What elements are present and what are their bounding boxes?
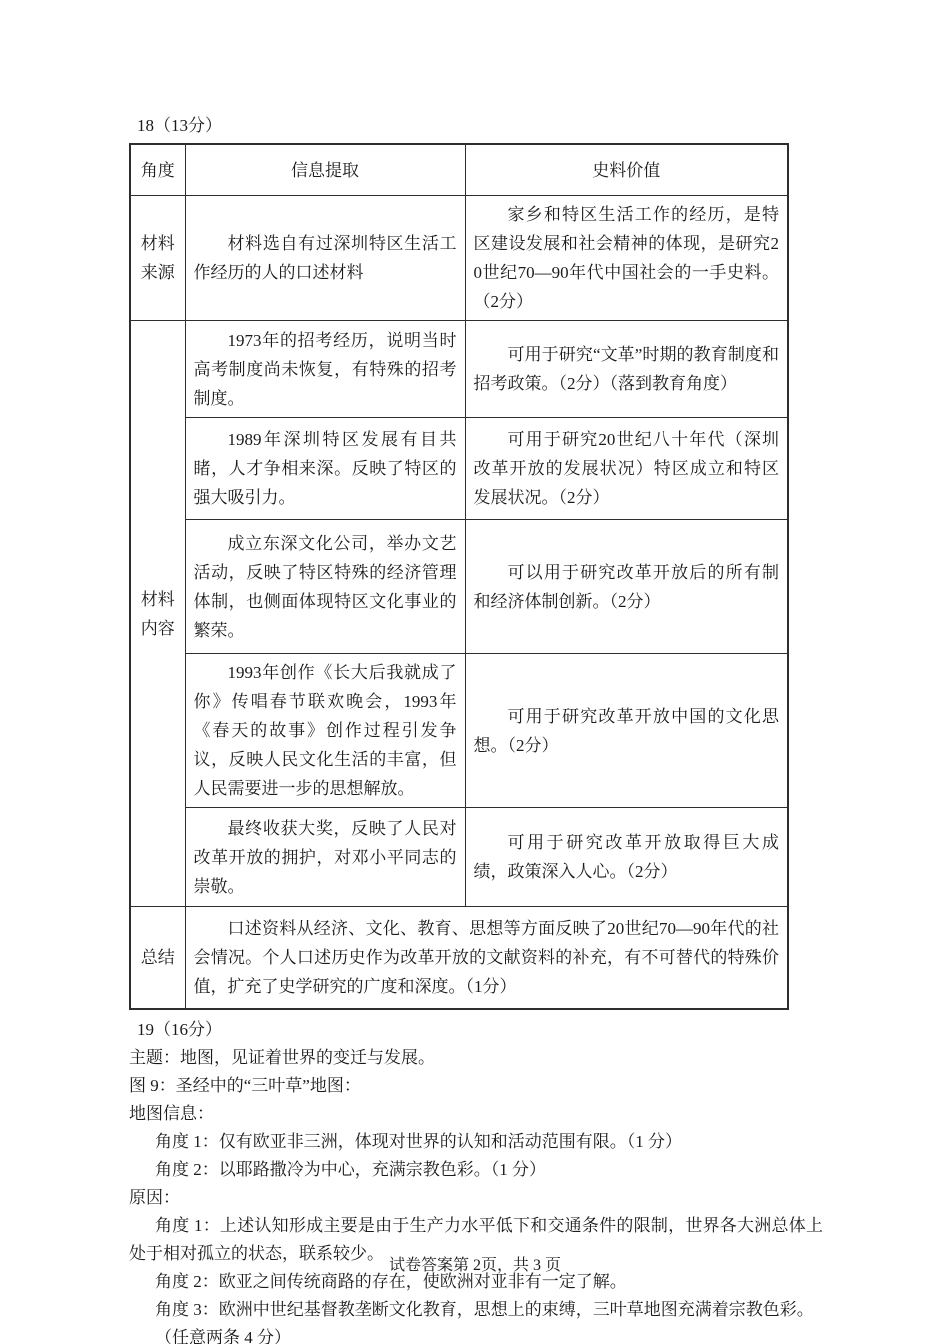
content-5-value-cell: 可用于研究改革开放取得巨大成绩，政策深入人心。（2分） xyxy=(465,808,788,907)
reason-label: 原因： xyxy=(129,1188,180,1207)
theme-line: 主题：地图，见证着世界的变迁与发展。 xyxy=(129,1048,435,1067)
source-info-cell: 材料选自有过深圳特区生活工作经历的人的口述材料 xyxy=(185,196,465,321)
content-2-value-cell: 可用于研究20世纪八十年代（深圳改革开放的发展状况）特区成立和特区发展状况。（2分） xyxy=(465,418,788,520)
figure-9-line: 图 9：圣经中的“三叶草”地图： xyxy=(129,1076,361,1095)
row-label-summary: 总结 xyxy=(130,907,185,1010)
reason-angle-2: 角度 2：欧亚之间传统商路的存在，使欧洲对亚非有一定了解。 xyxy=(155,1272,627,1291)
table-row-content-5 xyxy=(130,808,788,907)
content-4-value-cell: 可用于研究改革开放中国的文化思想。（2分） xyxy=(465,654,788,808)
table-row-summary xyxy=(130,907,788,1010)
reason-angle-3: 角度 3：欧洲中世纪基督教垄断文化教育，思想上的束缚，三叶草地图充满着宗教色彩。 xyxy=(155,1300,814,1319)
answer-table-question-18 xyxy=(129,143,789,1010)
column-header-info-extraction: 信息提取 xyxy=(185,144,465,196)
map-info-angle-2: 角度 2：以耶路撒冷为中心，充满宗教色彩。（1 分） xyxy=(155,1160,546,1179)
content-4-info-cell: 1993年创作《长大后我就成了你》传唱春节联欢晚会，1993年《春天的故事》创作过程引发争议，反映人民文化生活的丰富，但人民需要进一步的思想解放。 xyxy=(185,654,465,808)
question-19-heading: 19（16分） xyxy=(137,1020,222,1039)
page-content xyxy=(129,112,823,1344)
column-header-historical-value: 史料价值 xyxy=(465,144,788,196)
content-2-info-cell: 1989年深圳特区发展有目共睹，人才争相来深。反映了特区的强大吸引力。 xyxy=(185,418,465,520)
summary-text-cell: 口述资料从经济、文化、教育、思想等方面反映了20世纪70—90年代的社会情况。个人口述历史作为改革开放的文献资料的补充，有不可替代的特殊价值，扩充了史学研究的广度和深度。（1分） xyxy=(185,907,788,1010)
content-1-info-cell: 1973年的招考经历，说明当时高考制度尚未恢复，有特殊的招考制度。 xyxy=(185,321,465,418)
score-note-line: （任意两条 4 分） xyxy=(155,1328,291,1344)
source-value-cell: 家乡和特区生活工作的经历，是特区建设发展和社会精神的体现，是研究20世纪70—90年代中国社会的一手史料。（2分） xyxy=(465,196,788,321)
content-5-info-cell: 最终收获大奖，反映了人民对改革开放的拥护，对邓小平同志的崇敬。 xyxy=(185,808,465,907)
table-row-content-1 xyxy=(130,321,788,418)
content-1-value-cell: 可用于研究“文革”时期的教育制度和招考政策。（2分）（落到教育角度） xyxy=(465,321,788,418)
table-row-content-4 xyxy=(130,654,788,808)
row-label-material-source: 材料来源 xyxy=(130,196,185,321)
map-info-label: 地图信息： xyxy=(129,1104,214,1123)
map-info-angle-1: 角度 1：仅有欧亚非三洲，体现对世界的认知和活动范围有限。（1 分） xyxy=(155,1132,682,1151)
page-footer: 试卷答案第 2页，共 3 页 xyxy=(388,1257,561,1274)
column-header-angle: 角度 xyxy=(130,144,185,196)
reason-angle-1: 角度 1：上述认知形成主要是由于生产力水平低下和交通条件的限制，世界各大洲总体上处于相对孤立的状态，联系较少。 xyxy=(129,1216,823,1263)
table-row-content-3 xyxy=(130,520,788,654)
content-3-info-cell: 成立东深文化公司，举办文艺活动，反映了特区特殊的经济管理体制，也侧面体现特区文化事业的繁荣。 xyxy=(185,520,465,654)
table-row-material-source xyxy=(130,196,788,321)
content-3-value-cell: 可以用于研究改革开放后的所有制和经济体制创新。（2分） xyxy=(465,520,788,654)
question-18-heading: 18（13分） xyxy=(137,116,222,135)
table-header-row xyxy=(130,144,788,196)
table-row-content-2 xyxy=(130,418,788,520)
row-label-material-content: 材料内容 xyxy=(130,321,185,907)
question-19-section xyxy=(129,1016,823,1344)
